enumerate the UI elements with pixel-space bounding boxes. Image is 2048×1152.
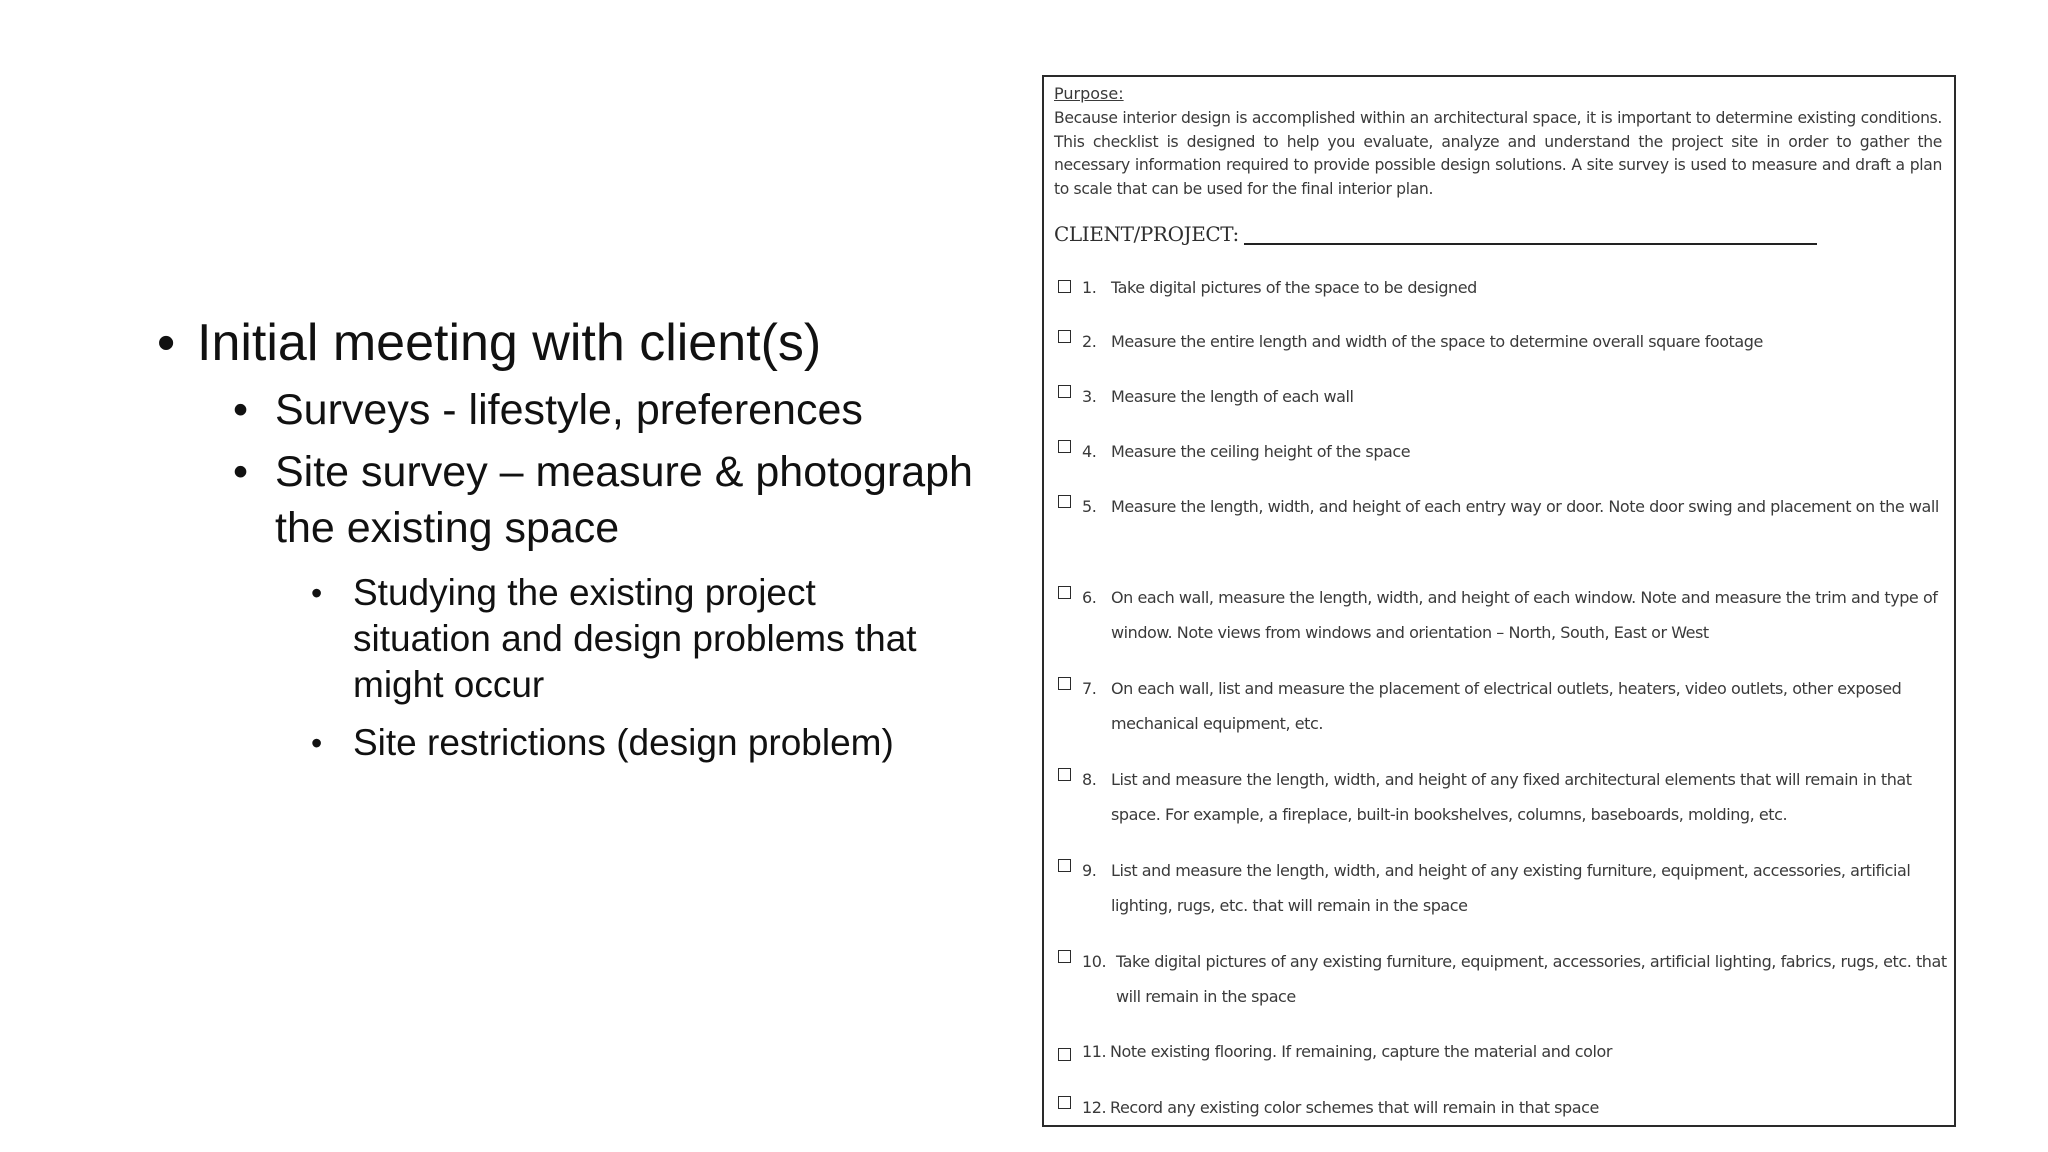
item-number: 12.: [1082, 1098, 1107, 1117]
bullet-site-survey-text: Site survey – measure & photograph the existing space: [275, 448, 973, 552]
checkbox-icon: [1058, 495, 1071, 508]
checklist-items: [1044, 77, 1954, 1125]
purpose-heading: Purpose:: [1054, 84, 1124, 103]
purpose-body: Because interior design is accomplished within an architectural space, it is important to determine existing conditions. This checklist is designed to help you evaluate, analyze and understand the project site in order to gather the necessary information required to provide possible design solutions. A site survey is used to measure and draft a plan to scale that can be used for the final interior plan.: [1054, 109, 1942, 198]
checkbox-icon: [1058, 330, 1071, 343]
bullet-level-1: [155, 312, 975, 766]
bullet-dot: •: [233, 386, 249, 434]
site-survey-checklist: [1042, 75, 1956, 1127]
item-number: 3.: [1082, 387, 1097, 406]
item-number: 11.: [1082, 1042, 1107, 1061]
item-number: 2.: [1082, 332, 1097, 351]
item-text: List and measure the length, width, and height of any fixed architectural elements that will remain in that space. For example, a fireplace, built-in bookshelves, columns, baseboards, molding, etc.: [1111, 770, 1912, 824]
checkbox-icon: [1058, 950, 1071, 963]
bullet-site-survey: [233, 444, 975, 766]
item-text: Note existing flooring. If remaining, capture the material and color: [1110, 1042, 1612, 1061]
item-number: 7.: [1082, 679, 1097, 698]
bullet-surveys: [233, 382, 975, 438]
checkbox-icon: [1058, 440, 1071, 453]
item-text: Measure the length of each wall: [1111, 387, 1354, 406]
checkbox-icon: [1058, 385, 1071, 398]
item-text: On each wall, list and measure the placement of electrical outlets, heaters, video outlets, other exposed mechanical equipment, etc.: [1111, 679, 1902, 733]
item-number: 6.: [1082, 588, 1097, 607]
item-text: Record any existing color schemes that will remain in that space: [1110, 1098, 1599, 1117]
item-number: 1.: [1082, 278, 1097, 297]
item-text: Take digital pictures of any existing furniture, equipment, accessories, artificial lighting, fabrics, rugs, etc. that will remain in the space: [1116, 952, 1947, 1006]
bullet-studying-text: Studying the existing project situation and design problems that might occur: [353, 572, 917, 705]
item-number: 5.: [1082, 497, 1097, 516]
bullet-dot: •: [311, 575, 323, 611]
item-text: Measure the length, width, and height of each entry way or door. Note door swing and placement on the wall: [1111, 497, 1939, 516]
item-text: Take digital pictures of the space to be designed: [1111, 278, 1477, 297]
bullet-dot: •: [157, 314, 176, 372]
bullet-initial-meeting: [155, 312, 975, 766]
checkbox-icon: [1058, 677, 1071, 690]
item-text: List and measure the length, width, and height of any existing furniture, equipment, accessories, artificial lighting, rugs, etc. that will remain in the space: [1111, 861, 1911, 915]
bullet-site-restrictions-text: Site restrictions (design problem): [353, 722, 894, 763]
item-text: On each wall, measure the length, width, and height of each window. Note and measure the trim and type of window. Note views from windows and orientation – North, South, East or West: [1111, 588, 1938, 642]
client-project-label: CLIENT/PROJECT:: [1054, 222, 1239, 246]
bullet-level-3: [311, 570, 975, 766]
bullet-dot: •: [311, 725, 323, 761]
item-text: Measure the ceiling height of the space: [1111, 442, 1411, 461]
bullet-list: [155, 312, 975, 778]
checkbox-icon: [1058, 768, 1071, 781]
bullet-dot: •: [233, 448, 249, 496]
checkbox-icon: [1058, 586, 1071, 599]
item-number: 4.: [1082, 442, 1097, 461]
checkbox-icon: [1058, 1048, 1071, 1061]
checkbox-icon: [1058, 859, 1071, 872]
checkbox-icon: [1058, 1096, 1071, 1109]
bullet-site-restrictions: [311, 720, 963, 766]
checkbox-icon: [1058, 280, 1071, 293]
bullet-level-2: [233, 382, 975, 766]
bullet-initial-meeting-text: Initial meeting with client(s): [197, 314, 822, 372]
item-number: 9.: [1082, 861, 1097, 880]
bullet-surveys-text: Surveys - lifestyle, preferences: [275, 386, 863, 434]
item-text: Measure the entire length and width of the space to determine overall square footage: [1111, 332, 1763, 351]
bullet-studying: [311, 570, 963, 708]
item-number: 8.: [1082, 770, 1097, 789]
item-number: 10.: [1082, 952, 1107, 971]
